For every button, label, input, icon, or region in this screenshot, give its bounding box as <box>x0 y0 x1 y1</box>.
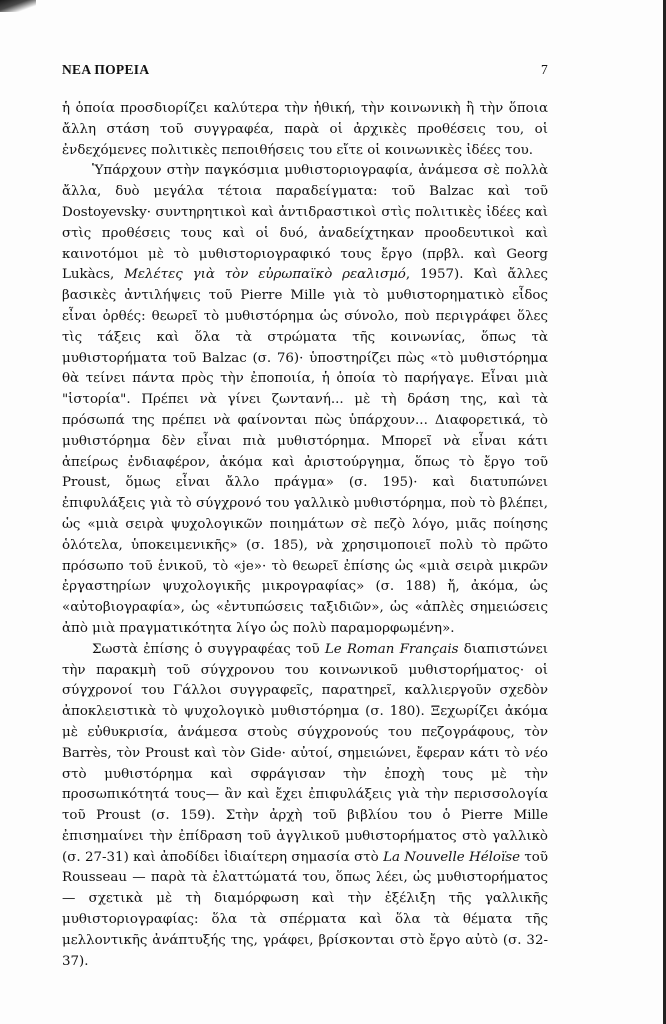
text-run: , 1957). Καὶ ἄλλες βασικὲς ἀντιλήψεις τοῦ Pierre Mille γιὰ τὸ μυθιστορηματικὸ εἶδος εἶναι ὀρθές: θεωρεῖ τὸ μυθιστόρημα ὡς σύνολο, ποὺ περιγράφει ὅλες τὶς τάξεις καὶ ὅλα τὰ στρώματα τῆς κοινωνίας, ὅπως τὰ μυθιστορήματα τοῦ Balzac (σ. 76)· ὑποστηρίζει πὼς «τὸ μυθιστόρημα θὰ τείνει πάντα πρὸς τὴν ἐποποιία, ἡ ὁποία τὸ παρήγαγε. Εἶναι μιὰ "ἱστορία". Πρέπει νὰ γίνει ζωντανή... μὲ τὴ δράση της, καὶ τὰ πρόσωπά της πρέπει νὰ φαίνονται πὼς ὑπάρχουν... Διαφορετικά, τὸ μυθιστόρημα δὲν εἶναι πιὰ μυθιστόρημα. Μπορεῖ νὰ εἶναι κάτι ἀπείρως ἐνδιαφέρον, ἀκόμα καὶ ἀριστούργημα, ὅπως τὸ ἔργο τοῦ Proust, ὅμως εἶναι ἄλλο πράγμα» (σ. 195)· καὶ διατυπώνει ἐπιφυλάξεις γιὰ τὸ σύγχρονό του γαλλικὸ μυθιστόρημα, ποὺ τὸ βλέπει, ὡς «μιὰ σειρὰ ψυχολογικῶν ποιημάτων σὲ πεζὸ λόγο, μιᾶς ποίησης ὁλότελα, ὑποκειμενικῆς» (σ. 185), νὰ χρησιμοποιεῖ πολὺ τὸ πρῶτο πρόσωπο τοῦ ἑνικοῦ, τὸ «je»· τὸ θεωρεῖ ἐπίσης ὡς «μιὰ σειρὰ μικρῶν ἐργαστηρίων ψυχολογικῆς μικρογραφίας» (σ. 188) ἤ, ἀκόμα, ὡς «αὐτοβιογραφία», ὡς «ἐντυπώσεις ταξιδιῶν», ὡς «ἁπλὲς σημειώσεις ἀπὸ μιὰ πραγματικότητα λίγο ὡς πολὺ παραμορφωμένη». <box>62 267 548 636</box>
text-run: τοῦ Rousseau — παρὰ τὰ ἐλαττώματά του, ὅπως λέει, ὡς μυθιστορήματος — σχετικὰ μὲ τὴ διαμόρφωση καὶ τὴν ἐξέλιξη τῆς γαλλικῆς μυθιστοριογραφίας: ὅλα τὰ σπέρματα καὶ ὅλα τὰ θέματα τῆς μελλοντικῆς ἀνάπτυξής της, γράφει, βρίσκονται στὸ ἔργο αὐτὸ (σ. 32-37). <box>62 849 549 969</box>
text-run: ἡ ὁποία προσδιορίζει καλύτερα τὴν ἠθική, τὴν κοινωνικὴ ἢ τὴν ὅποια ἄλλη στάση τοῦ συγγραφέα, παρὰ οἱ ἀρχικὲς προθέσεις του, οἱ ἐνδεχόμενες πολιτικὲς πεποιθήσεις του εἴτε οἱ κοινωνικὲς ἰδέες του. <box>62 101 548 158</box>
page-number: 7 <box>540 62 548 77</box>
book-title-italic: La Nouvelle Héloïse <box>383 849 521 865</box>
text-run: Σωστὰ ἐπίσης ὁ συγγραφέας τοῦ <box>92 641 325 657</box>
running-header <box>62 62 548 88</box>
journal-title: ΝΕΑ ΠΟΡΕΙΑ <box>62 62 150 77</box>
text-run: διαπιστώνει τὴν παρακμὴ τοῦ σύγχρονου του κοινωνικοῦ μυθιστορήματος· οἱ σύγχρονοί του Γάλλοι συγγραφεῖς, παρατηρεῖ, καλλιεργοῦν σχεδὸν ἀποκλειστικὰ τὸ ψυχολογικὸ μυθιστόρημα (σ. 180). Ξεχωρίζει ἀκόμα μὲ εὐθυκρισία, ἀνάμεσα στοὺς σύγχρονούς του πεζογράφους, τὸν Barrès, τὸν Proust καὶ τὸν Gide· αὐτοί, σημειώνει, ἔφεραν κάτι τὸ νέο στὸ μυθιστόρημα καὶ σφράγισαν τὴν ἐποχὴ τους μὲ τὴν προσωπικότητά τους— ἂν καὶ ἔχει ἐπιφυλάξεις γιὰ τὴν περισσολογία τοῦ Proust (σ. 159). Στὴν ἀρχὴ τοῦ βιβλίου του ὁ Pierre Mille ἐπισημαίνει τὴν ἐπίδραση τοῦ ἀγγλικοῦ μυθιστορήματος στὸ γαλλικὸ (σ. 27-31) καὶ ἀποδίδει ἰδιαίτερη σημασία στὸ <box>62 641 548 865</box>
book-title-italic: Μελέτες γιὰ τὸν εὐρωπαϊκὸ ρεαλισμό <box>124 267 406 283</box>
paragraph-decline <box>62 640 548 973</box>
book-title-italic: Le Roman Français <box>324 641 459 657</box>
text-run: Ὑπάρχουν στὴν παγκόσμια μυθιστοριογραφία, ἀνάμεσα σὲ πολλὰ ἄλλα, δυὸ μεγάλα τέτοια παραδείγματα: τοῦ Balzac καὶ τοῦ Dostoyevsky· συντηρητικοὶ καὶ ἀντιδραστικοὶ στὶς πολιτικὲς ἰδέες καὶ στὶς προθέσεις τους καὶ οἱ δυό, ἀναδείχτηκαν προοδευτικοὶ καὶ καινοτόμοι μὲ τὸ μυθιστοριογραφικό τους ἔργο (πρβλ. καὶ Georg Lukàcs, <box>62 163 548 283</box>
paragraph-examples <box>62 161 548 639</box>
body-text <box>62 99 548 972</box>
scan-shadow-corner <box>0 0 36 12</box>
paragraph-continuation <box>62 99 548 161</box>
